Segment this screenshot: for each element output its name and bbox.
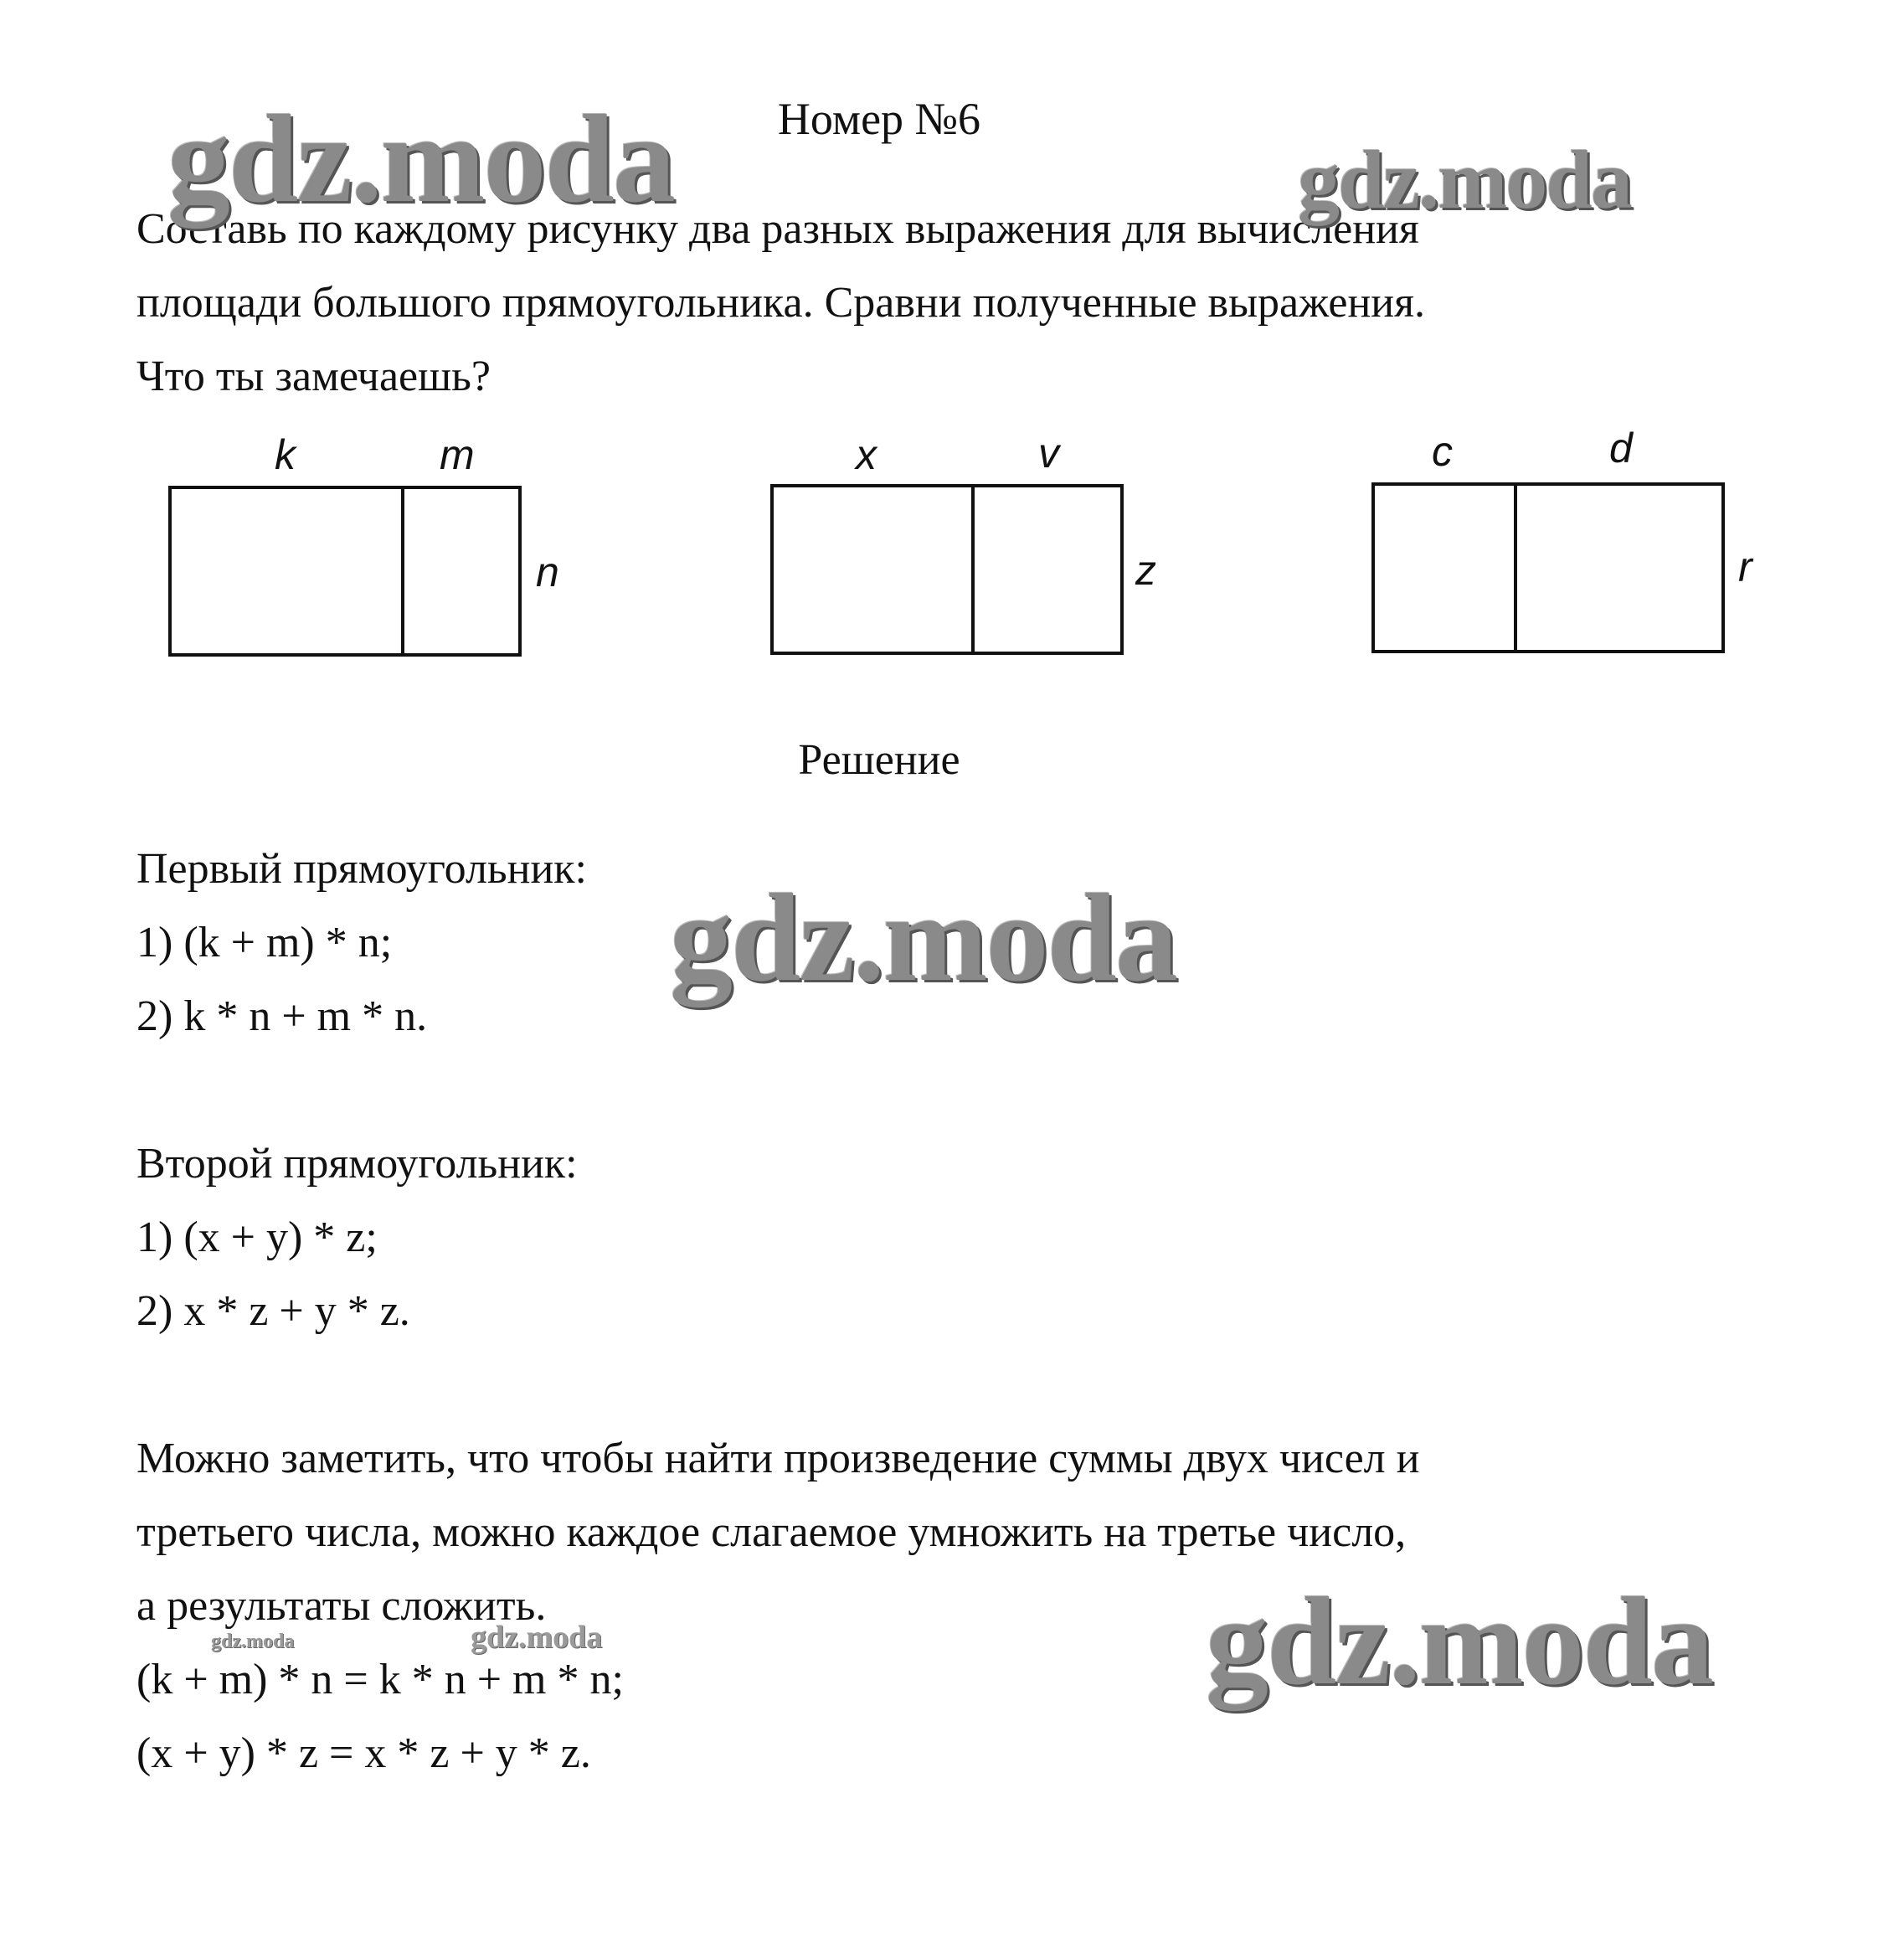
watermark-logo: gdz.moda (211, 1631, 295, 1652)
solution-heading: Решение (798, 736, 960, 784)
figure-1-top-label-2: m (440, 431, 475, 478)
task-line-3: Что ты замечаешь? (136, 353, 491, 400)
watermark-logo: gdz.moda (670, 868, 1176, 1007)
identity-1: (k + m) * n = k * n + m * n; (136, 1656, 624, 1703)
identity-2: (x + y) * z = x * z + y * z. (136, 1729, 591, 1777)
figure-1 (170, 431, 559, 655)
first-rect-expr-2: 2) k * n + m * n. (136, 992, 428, 1040)
second-rect-title: Второй прямоугольник: (136, 1140, 578, 1188)
first-rect-title: Первый прямоугольник: (136, 845, 588, 893)
figure-1-side-label: n (536, 549, 559, 595)
figure-3 (1373, 425, 1754, 652)
figure-2-outer-rect (772, 486, 1122, 653)
figure-2 (772, 430, 1156, 653)
figure-3-outer-rect (1373, 484, 1723, 652)
watermark-logo: gdz.moda (167, 90, 674, 229)
second-rect-expr-1: 1) (x + y) * z; (136, 1214, 378, 1261)
watermark-logo: gdz.moda (1298, 133, 1631, 226)
task-line-2: площади большого прямоугольника. Сравни полученные выражения. (136, 279, 1426, 327)
first-rect-expr-1: 1) (k + m) * n; (136, 919, 393, 966)
figure-3-side-label: r (1738, 544, 1752, 590)
figure-3-top-label-2: d (1609, 425, 1633, 472)
figure-2-top-label-1: x (856, 431, 877, 478)
figure-2-top-label-2: v (1038, 430, 1059, 477)
figure-1-outer-rect (170, 487, 520, 655)
figure-1-top-label-1: k (275, 431, 296, 478)
task-line-1: Составь по каждому рисунку два разных выражения для вычисления (136, 205, 1419, 253)
watermark-logo: gdz.moda (471, 1620, 603, 1655)
figure-2-side-label: z (1135, 547, 1156, 594)
conclusion-line-1: Можно заметить, что чтобы найти произведение суммы двух чисел и (136, 1435, 1420, 1482)
page-title: Номер №6 (777, 94, 981, 144)
conclusion-line-2: третьего числа, можно каждое слагаемое умножить на третье число, (136, 1508, 1407, 1556)
figure-3-top-label-1: c (1432, 428, 1453, 475)
watermark-logo: gdz.moda (1206, 1572, 1712, 1711)
conclusion-line-3: а результаты сложить. (136, 1582, 547, 1630)
second-rect-expr-2: 2) x * z + y * z. (136, 1287, 410, 1335)
